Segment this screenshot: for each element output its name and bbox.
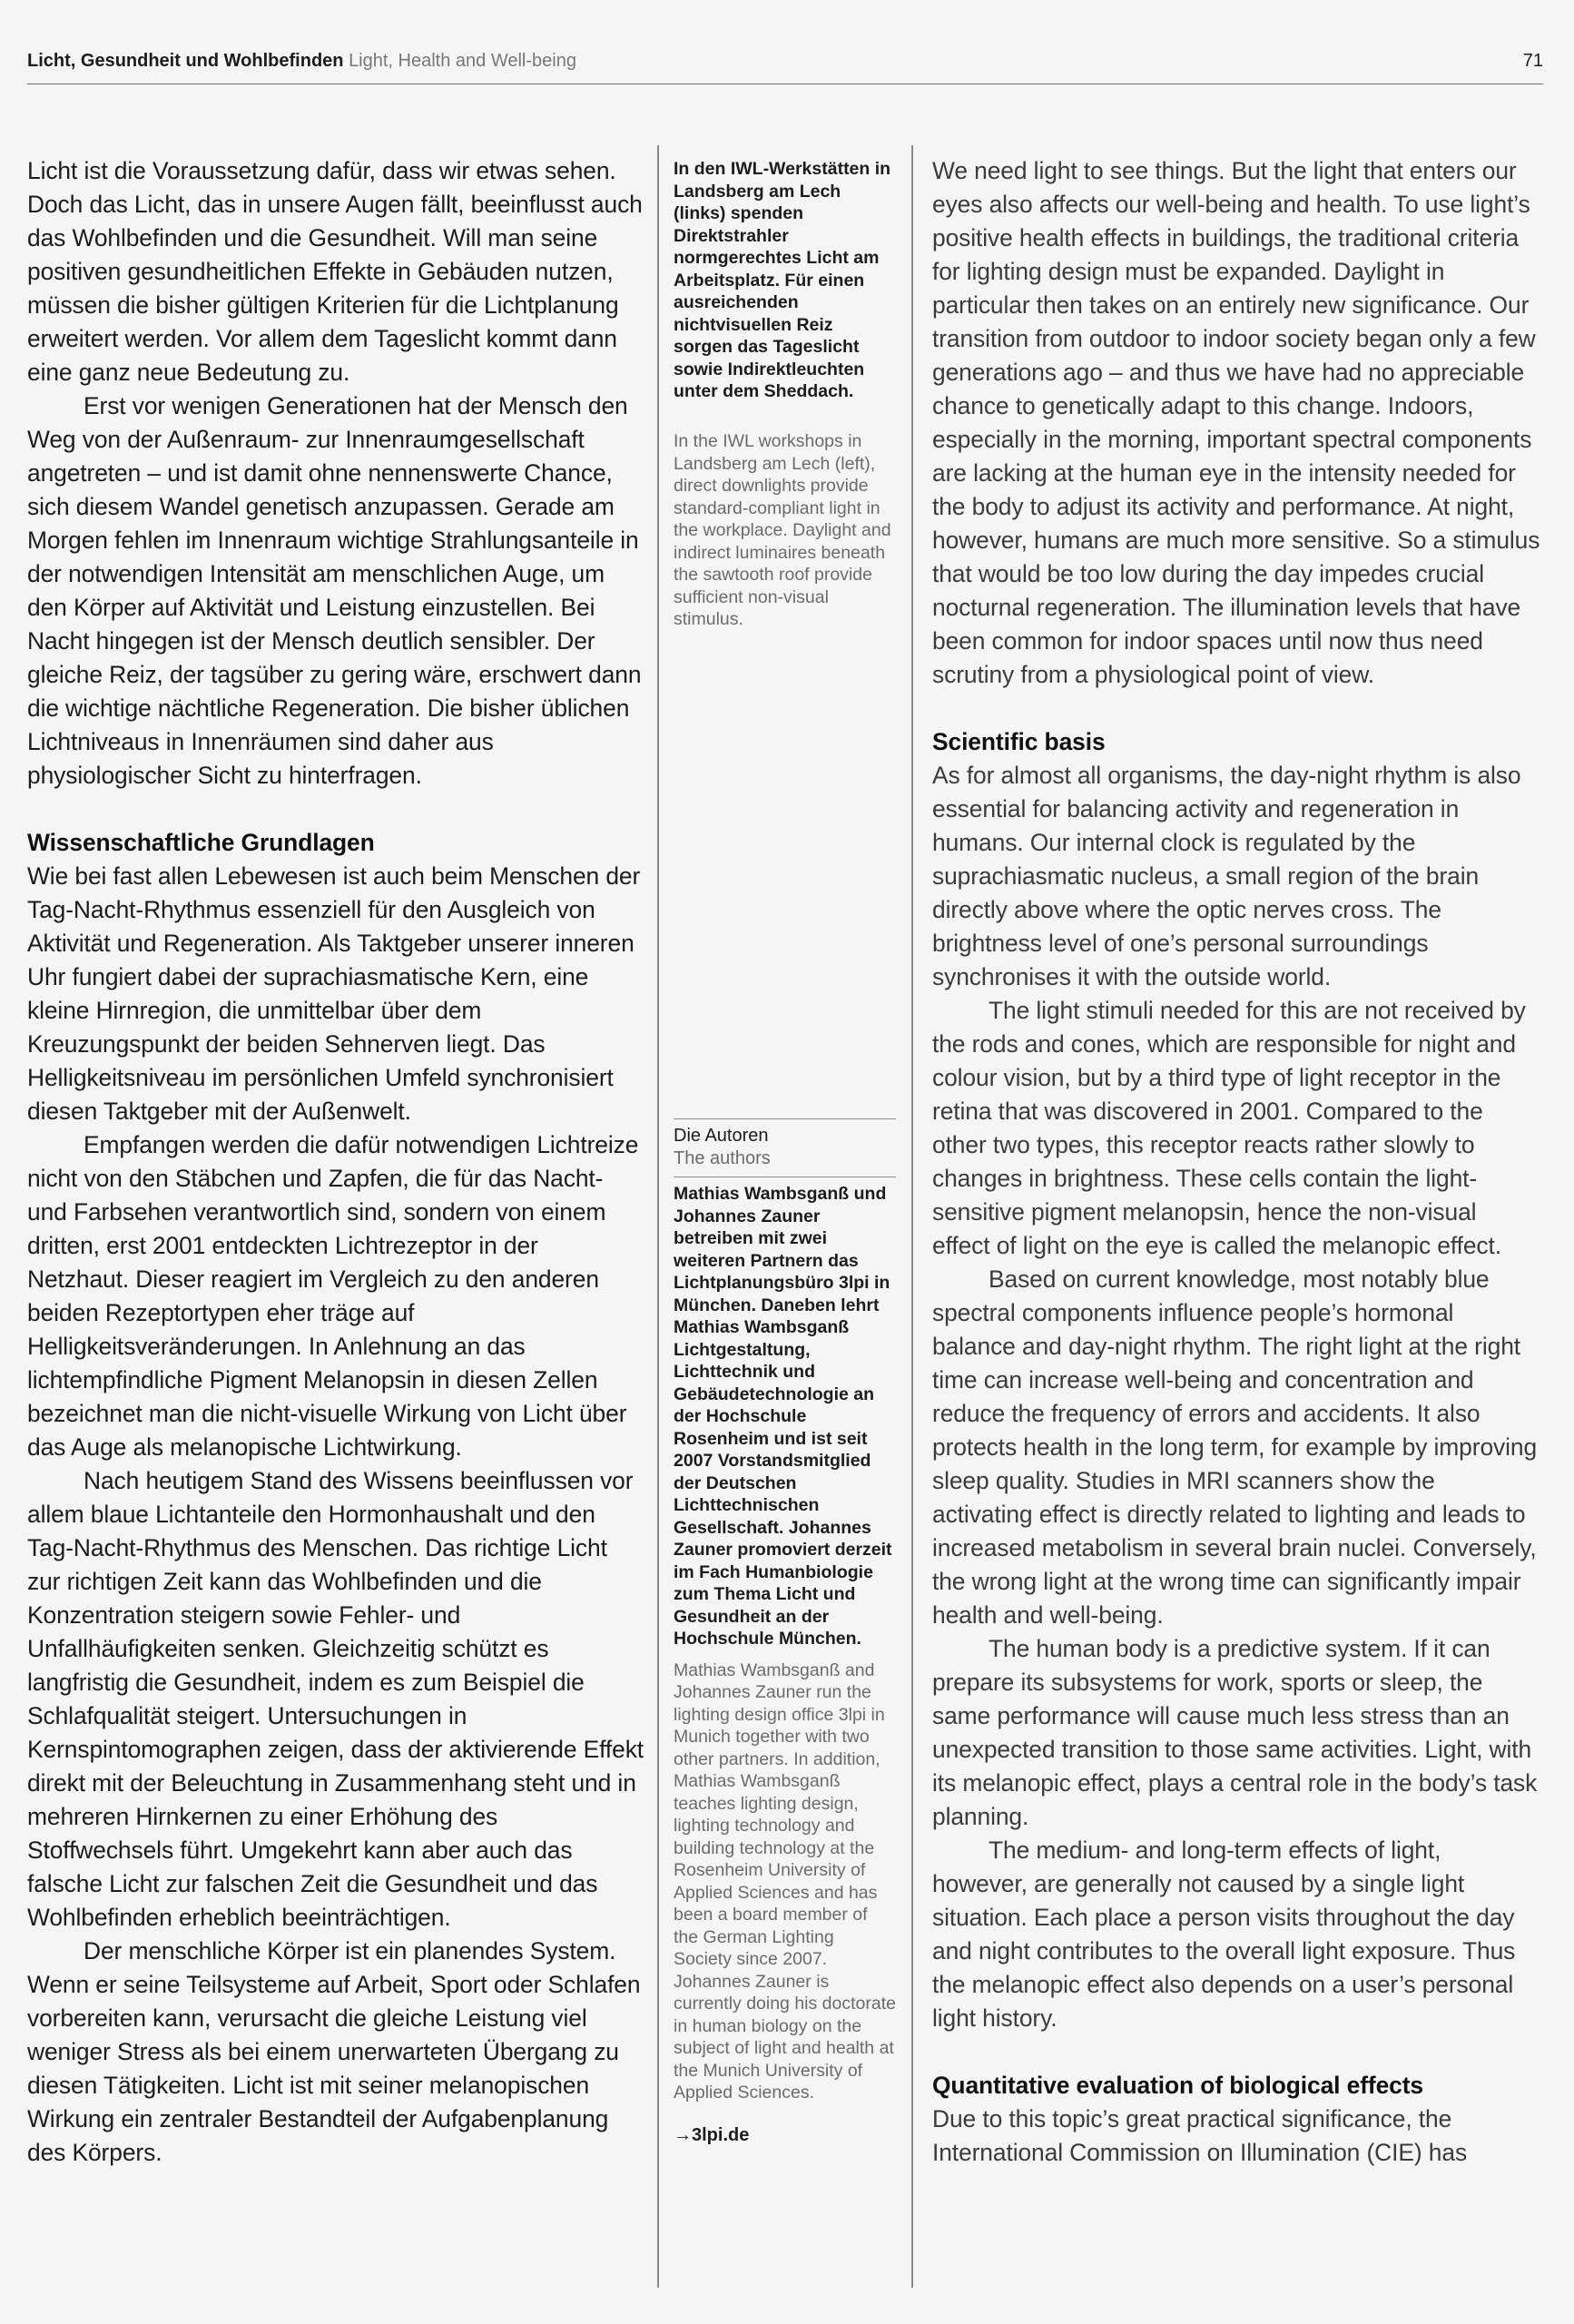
english-paragraph-3: The light stimuli needed for this are not received by the rods and cones, which are responsible for night and colour vision, but by a third type of light receptor in the retina that was discovered in 2001. Compared to the other two types, this receptor reacts rather slowly to changes in brightness. These cells contain the light-sensitive pigment melanopsin, hence the non-visual effect of light on the eye is called the melanopic effect. bbox=[932, 997, 1526, 1259]
english-paragraph-1: We need light to see things. But the light that enters our eyes also affects our well-being and health. To use light’s positive health effects in buildings, the traditional criteria for lighting design must be expanded. Daylight in particular then takes on an entirely new significance. Our transition from outdoor to indoor society began only a few generations ago – and thus we have had no appreciable chance to genetically adapt to this change. Indoors, especially in the morning, important spectral components are lacking at the human eye in the intensity needed for the body to adjust its activity and performance. At night, however, humans are much more sensitive. So a stimulus that would be too low during the day impedes crucial nocturnal regeneration. The illumination levels that have been common for indoor spaces until now thus need scrutiny from a physiological point of view. bbox=[932, 157, 1540, 688]
german-paragraph-3: Wie bei fast allen Lebewesen ist auch beim Menschen der Tag-Nacht-Rhythmus essenziell für den Ausgleich von Aktivität und Regeneration. Als Taktgeber unserer inneren Uhr fungiert dabei der suprachiasmatische Kern, eine kleine Hirnregion, die unmittelbar über dem Kreuzungspunkt der beiden Sehnerven liegt. Das Helligkeitsniveau im persönlichen Umfeld synchronisiert diesen Taktgeber mit der Außenwelt. bbox=[27, 862, 641, 1125]
running-title-en: Light, Health and Well-being bbox=[349, 51, 576, 71]
english-paragraph-5: The human body is a predictive system. If it can prepare its subsystems for work, sports or sleep, the same performance will cause much less stress than an unexpected transition to those same activities. Light, with its melanopic effect, plays a central role in the body’s task planning. bbox=[932, 1635, 1538, 1830]
german-paragraph-6: Der menschliche Körper ist ein planendes System. Wenn er seine Teilsysteme auf Arbeit, Sport oder Schlafen vorbereiten kann, verursacht die gleiche Leistung viel weniger Stress als bei einem unerwarteten Übergang zu diesen Tätigkeiten. Licht ist mit seiner melanopischen Wirkung ein zentraler Bestandteil der Aufgabenplanung des Körpers. bbox=[27, 1937, 641, 2166]
german-paragraph-5: Nach heutigem Stand des Wissens beeinflussen vor allem blaue Lichtanteile den Hormonhaushalt und den Tag-Nacht-Rhythmus des Menschen. Das richtige Licht zur richtigen Zeit kann das Wohlbefinden und die Konzentration steigern sowie Fehler- und Unfallhäufigkeiten senken. Gleichzeitig schützt es langfristig die Gesundheit, indem es zum Beispiel die Schlafqualität steigert. Untersuchungen in Kernspintomographen zeigen, dass der aktivierende Effekt direkt mit der Beleuchtung in Zusammenhang steht und in mehreren Hirnkernen zu einer Erhöhung des Stoffwechsels führt. Umgekehrt kann aber auch das falsche Licht zur falschen Zeit die Gesundheit und das Wohlbefinden erheblich beeinträchtigen. bbox=[27, 1467, 644, 1931]
authors-heading-en: The authors bbox=[674, 1147, 771, 1168]
german-paragraph-2: Erst vor wenigen Generationen hat der Mensch den Weg von der Außenraum- zur Innenraumgesellschaft angetreten – und ist damit ohne nennenswerte Chance, sich diesem Wandel genetisch anzupassen. Gerade am Morgen fehlen im Innenraum wichtige Strahlungsanteile in der notwendigen Intensität am menschlichen Auge, um den Körper auf Aktivität und Leistung einzustellen. Bei Nacht hingegen ist der Mensch deutlich sensibler. Der gleiche Reiz, der tagsüber zu gering wäre, erschwert dann die wichtige nächtliche Regeneration. Die bisher üblichen Lichtniveaus in Innenräumen sind daher aus physiologischer Sicht zu hinterfragen. bbox=[27, 392, 642, 789]
english-column bbox=[932, 154, 1540, 2170]
column-divider-right bbox=[911, 145, 913, 2288]
authors-bio-de: Mathias Wambsganß und Johannes Zauner betreiben mit zwei weiteren Partnern das Lichtplanungsbüro 3lpi in München. Daneben lehrt Mathias Wambsganß Lichtgestaltung, Lichttechnik und Gebäudetechnologie an der Hochschule Rosenheim und ist seit 2007 Vorstandsmitglied der Deutschen Lichttechnischen Gesellschaft. Johannes Zauner promoviert derzeit im Fach Humanbiologie zum Thema Licht und Gesundheit an der Hochschule München. bbox=[674, 1184, 892, 1649]
german-paragraph-4: Empfangen werden die dafür notwendigen Lichtreize nicht von den Stäbchen und Zapfen, die für das Nacht- und Farbsehen verantwortlich sind, sondern von einem dritten, erst 2001 entdeckten Lichtrezeptor in der Netzhaut. Dieser reagiert im Vergleich zu den anderen beiden Rezeptortypen eher träge auf Helligkeitsveränderungen. In Anlehnung an das lichtempfindliche Pigment Melanopsin in diesen Zellen bezeichnet man die nicht-visuelle Wirkung von Licht über das Auge als melanopische Lichtwirkung. bbox=[27, 1131, 639, 1461]
caption-en: In the IWL workshops in Landsberg am Lech (left), direct downlights provide standard-compliant light in the workplace. Daylight and indirect luminaires beneath the sawtooth roof provide sufficient non-visual stimulus. bbox=[674, 431, 891, 629]
running-header bbox=[27, 47, 1543, 84]
english-paragraph-7: Due to this topic’s great practical significance, the International Commission on Illumination (CIE) has bbox=[932, 2105, 1468, 2166]
english-heading-quantitative: Quantitative evaluation of biological effects bbox=[932, 2072, 1424, 2099]
english-paragraph-4: Based on current knowledge, most notably blue spectral components influence people’s hormonal balance and day-night rhythm. The right light at the right time can increase well-being and concentration and reduce the frequency of errors and accidents. It also protects health in the long term, for example by improving sleep quality. Studies in MRI scanners show the activating effect is directly related to lighting and leads to increased metabolism in several brain nuclei. Conversely, the wrong light at the wrong time can significantly impair health and well-being. bbox=[932, 1265, 1538, 1629]
page-number: 71 bbox=[1522, 51, 1543, 71]
website-link[interactable]: →3lpi.de bbox=[674, 2124, 750, 2145]
running-title-de: Licht, Gesundheit und Wohlbefinden bbox=[27, 51, 344, 71]
caption-de: In den IWL-Werkstätten in Landsberg am Lech (links) spenden Direktstrahler normgerechtes Licht am Arbeitsplatz. Für einen ausreichenden nichtvisuellen Reiz sorgen das Tageslicht sowie Indirektleuchten unter dem Sheddach. bbox=[674, 159, 891, 401]
running-title bbox=[27, 51, 576, 72]
authors-heading-de: Die Autoren bbox=[674, 1126, 769, 1146]
german-column bbox=[27, 154, 644, 2170]
english-heading-scientific: Scientific basis bbox=[932, 728, 1106, 755]
authors-bio-en: Mathias Wambsganß and Johannes Zauner run the lighting design office 3lpi in Munich together with two other partners. In addition, Mathias Wambsganß teaches lighting design, lighting technology and building technology at the Rosenheim University of Applied Sciences and has been a board member of the German Lighting Society since 2007. Johannes Zauner is currently doing his doctorate in human biology on the subject of light and health at the Munich University of Applied Sciences. bbox=[674, 1659, 896, 2102]
authors-box bbox=[674, 1118, 896, 2146]
english-paragraph-6: The medium- and long-term effects of light, however, are generally not caused by a single light situation. Each place a person visits throughout the day and night contributes to the overall light exposure. Thus the melanopic effect also depends on a user’s personal light history. bbox=[932, 1837, 1516, 2032]
authors-rule-top bbox=[674, 1118, 896, 1119]
english-paragraph-2: As for almost all organisms, the day-night rhythm is also essential for balancing activity and regeneration in humans. Our internal clock is regulated by the suprachiasmatic nucleus, a small region of the brain directly above where the optic nerves cross. The brightness level of one’s personal surroundings synchronises it with the outside world. bbox=[932, 762, 1521, 990]
german-paragraph-1: Licht ist die Voraussetzung dafür, dass wir etwas sehen. Doch das Licht, das in unsere Augen fällt, beeinflusst auch das Wohlbefinden und die Gesundheit. Will man seine positiven gesundheitlichen Effekte in Gebäuden nutzen, müssen die bisher gültigen Kriterien für die Lichtplanung erweitert werden. Vor allem dem Tageslicht kommt dann eine ganz neue Bedeutung zu. bbox=[27, 157, 643, 386]
column-divider-left bbox=[657, 145, 659, 2288]
german-heading-scientific: Wissenschaftliche Grundlagen bbox=[27, 829, 375, 856]
